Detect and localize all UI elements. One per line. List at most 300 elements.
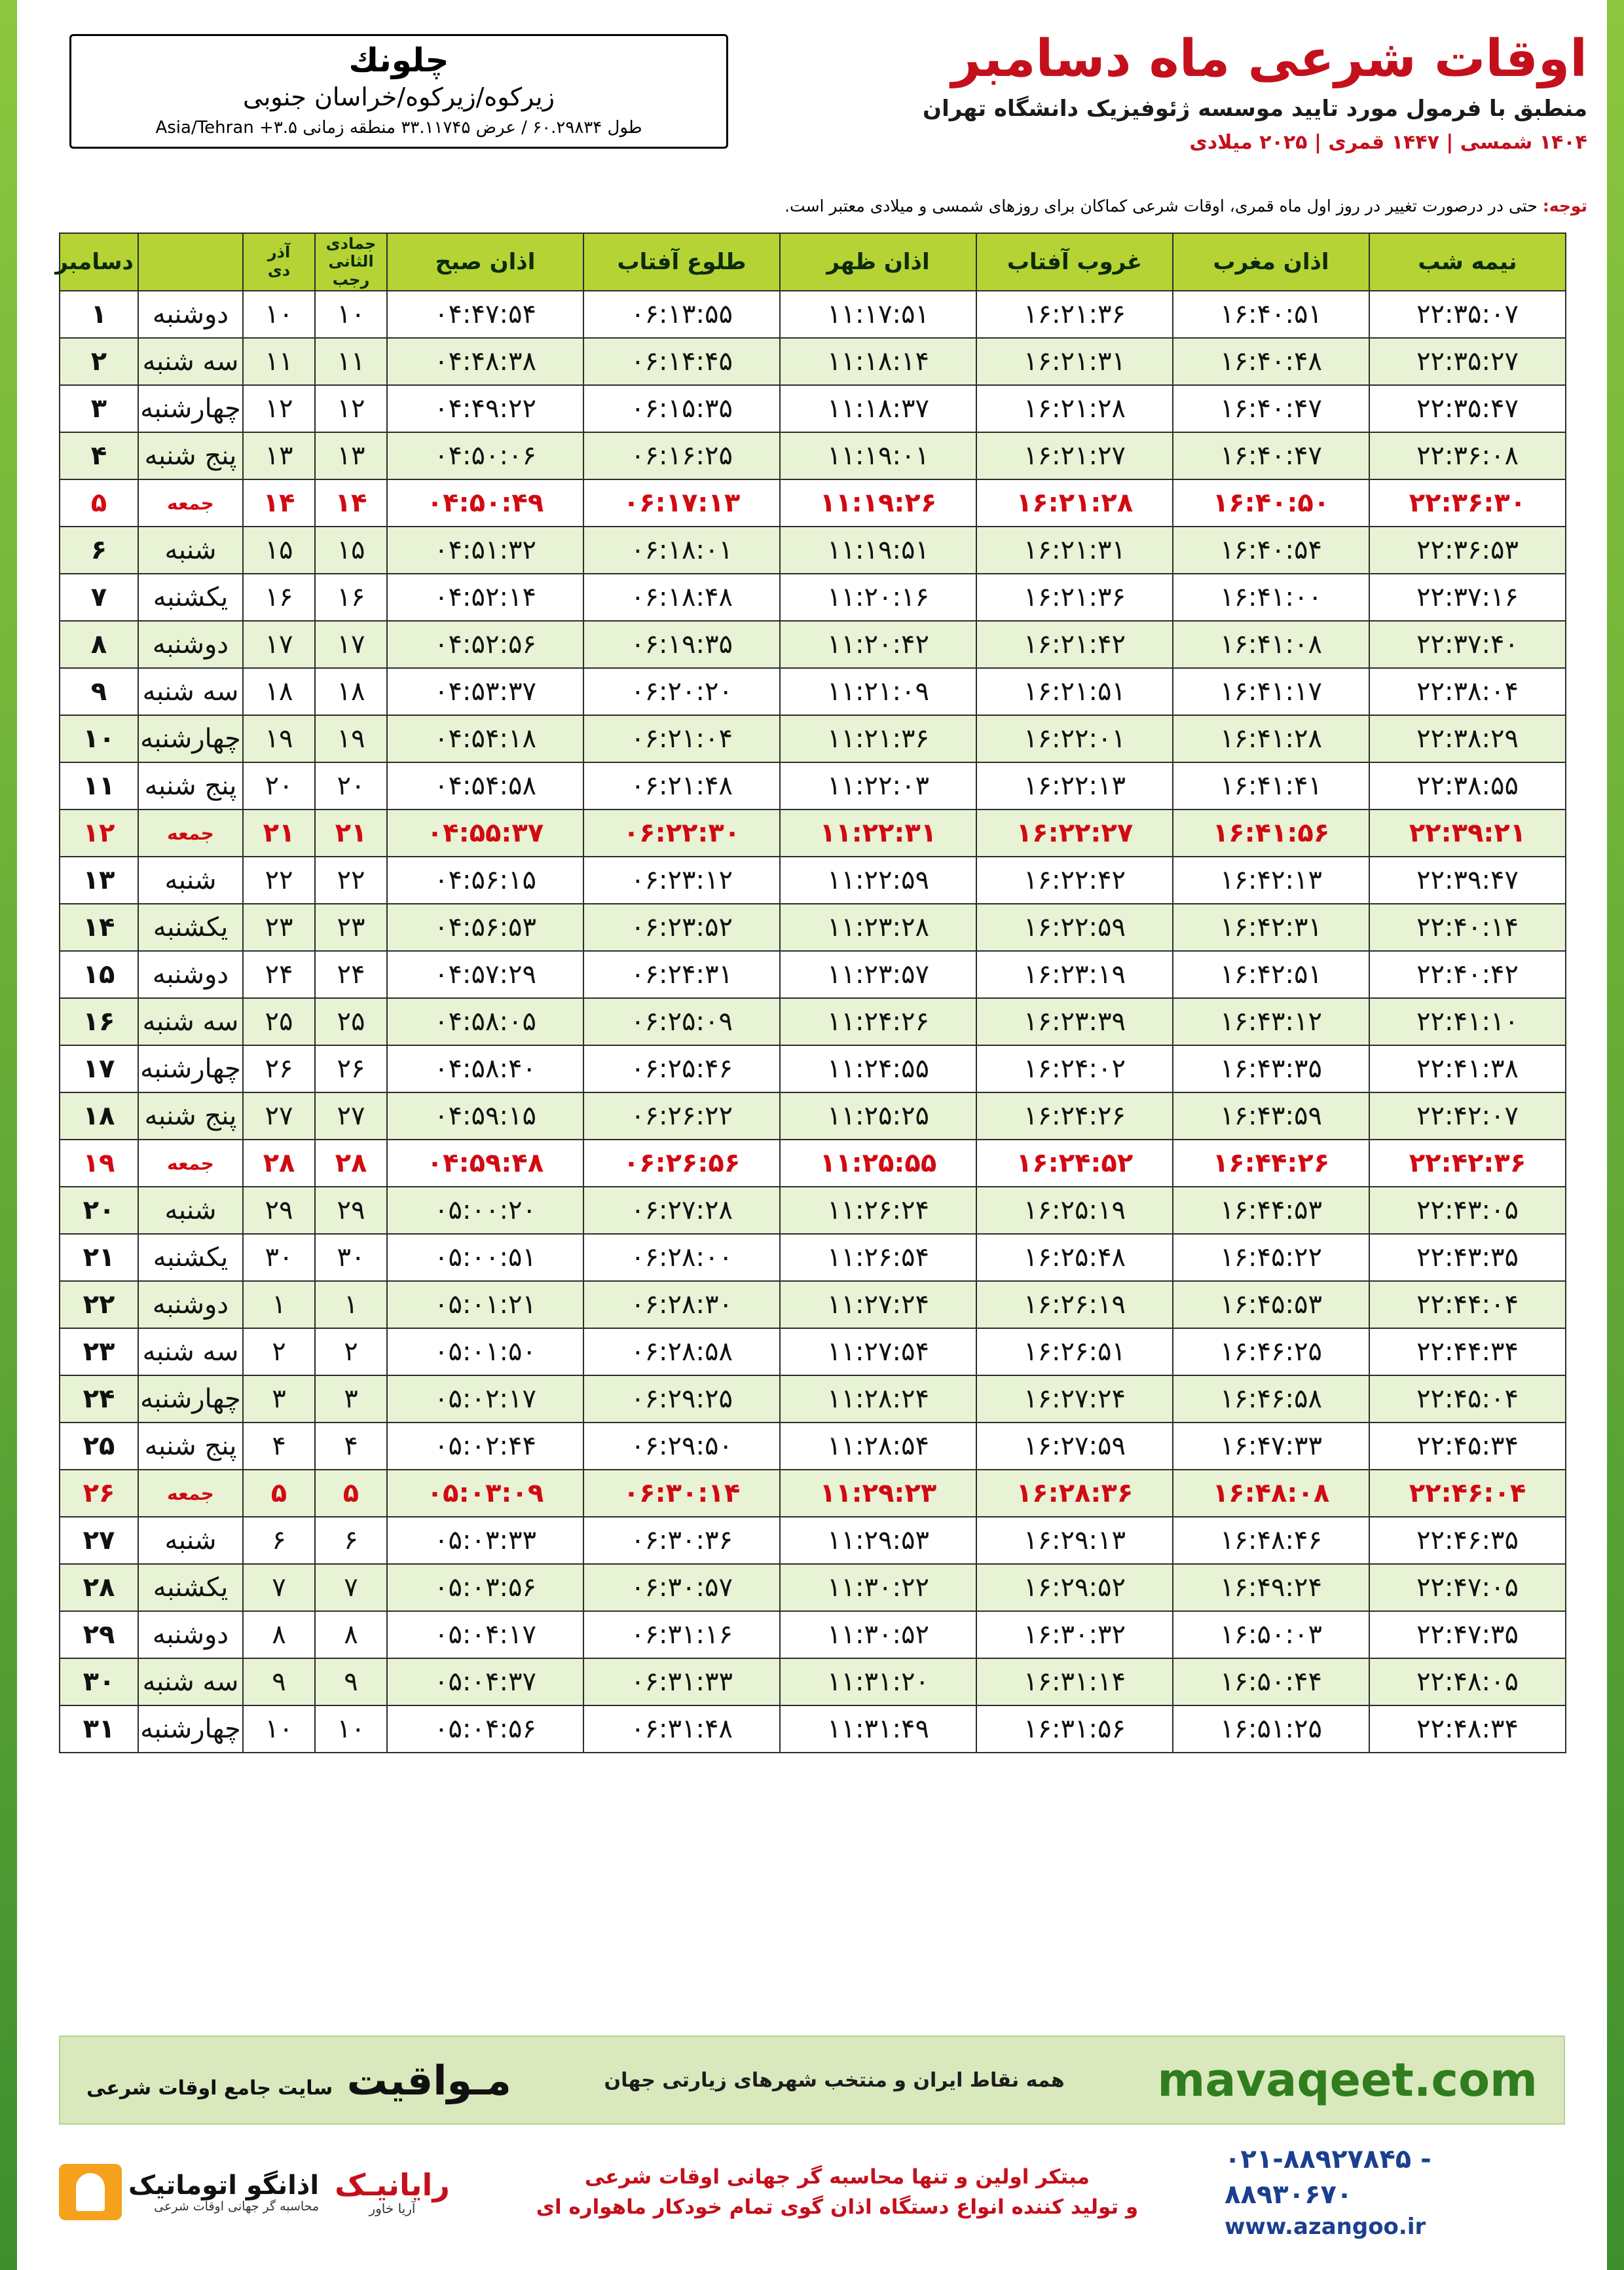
cell-azan-sobh: ۰۵:۰۳:۳۳ bbox=[387, 1517, 583, 1564]
table-row bbox=[60, 809, 1566, 857]
footer-bottom bbox=[59, 2136, 1565, 2248]
hijri-header-top: جمادی الثانی bbox=[325, 234, 377, 271]
title-block bbox=[605, 29, 1587, 154]
cell-ghorub-aftab: ۱۶:۲۳:۱۹ bbox=[976, 951, 1173, 998]
cell-nime-shab: ۲۲:۴۰:۱۴ bbox=[1369, 904, 1566, 951]
cell-azan-sobh: ۰۴:۴۷:۵۴ bbox=[387, 291, 583, 338]
column-header-nime-shab: نیمه شب bbox=[1369, 233, 1566, 291]
cell-azan-zohr: ۱۱:۳۱:۲۰ bbox=[780, 1658, 976, 1705]
cell-nime-shab: ۲۲:۳۶:۰۸ bbox=[1369, 432, 1566, 479]
cell-tolu-aftab: ۰۶:۲۶:۵۶ bbox=[583, 1140, 780, 1187]
footer-tagline bbox=[450, 2162, 1225, 2223]
cell-hijri-date: ۲۳ bbox=[315, 904, 387, 951]
cell-azan-sobh: ۰۴:۵۱:۳۲ bbox=[387, 527, 583, 574]
cell-azan-sobh: ۰۵:۰۲:۴۴ bbox=[387, 1423, 583, 1470]
cell-nime-shab: ۲۲:۴۴:۳۴ bbox=[1369, 1328, 1566, 1375]
cell-december-day: ۳۱ bbox=[60, 1705, 138, 1753]
cell-hijri-date: ۲۹ bbox=[315, 1187, 387, 1234]
rayanik-logo bbox=[335, 2168, 450, 2216]
cell-azan-zohr: ۱۱:۲۸:۲۴ bbox=[780, 1375, 976, 1423]
cell-hijri-date: ۱۰ bbox=[315, 291, 387, 338]
column-header-azan-zohr: اذان ظهر bbox=[780, 233, 976, 291]
cell-weekday: دوشنبه bbox=[138, 1281, 243, 1328]
footer-brand bbox=[86, 2056, 511, 2104]
cell-december-day: ۲۰ bbox=[60, 1187, 138, 1234]
cell-azan-sobh: ۰۴:۵۴:۱۸ bbox=[387, 715, 583, 762]
cell-azan-sobh: ۰۴:۵۰:۰۶ bbox=[387, 432, 583, 479]
cell-shamsi-date: ۱۰ bbox=[243, 291, 315, 338]
cell-nime-shab: ۲۲:۴۱:۱۰ bbox=[1369, 998, 1566, 1045]
column-header-december: دسامبر bbox=[60, 233, 138, 291]
cell-shamsi-date: ۱۱ bbox=[243, 338, 315, 385]
cell-shamsi-date: ۱۶ bbox=[243, 574, 315, 621]
column-header-hijri bbox=[315, 233, 387, 291]
cell-tolu-aftab: ۰۶:۲۰:۲۰ bbox=[583, 668, 780, 715]
footer-middle-text: همه نقاط ایران و منتخب شهرهای زیارتی جهان bbox=[604, 2068, 1065, 2092]
table-body bbox=[60, 291, 1566, 1753]
hijri-header-bottom: رجب bbox=[332, 270, 370, 289]
cell-tolu-aftab: ۰۶:۱۸:۴۸ bbox=[583, 574, 780, 621]
cell-nime-shab: ۲۲:۴۶:۰۴ bbox=[1369, 1470, 1566, 1517]
cell-tolu-aftab: ۰۶:۲۶:۲۲ bbox=[583, 1092, 780, 1140]
cell-azan-sobh: ۰۵:۰۲:۱۷ bbox=[387, 1375, 583, 1423]
cell-weekday: سه شنبه bbox=[138, 338, 243, 385]
cell-ghorub-aftab: ۱۶:۲۶:۱۹ bbox=[976, 1281, 1173, 1328]
cell-nime-shab: ۲۲:۴۸:۰۵ bbox=[1369, 1658, 1566, 1705]
cell-ghorub-aftab: ۱۶:۲۲:۲۷ bbox=[976, 809, 1173, 857]
cell-azan-zohr: ۱۱:۲۱:۳۶ bbox=[780, 715, 976, 762]
cell-shamsi-date: ۷ bbox=[243, 1564, 315, 1611]
table-row bbox=[60, 1658, 1566, 1705]
cell-azan-zohr: ۱۱:۲۰:۱۶ bbox=[780, 574, 976, 621]
table-row bbox=[60, 1140, 1566, 1187]
cell-nime-shab: ۲۲:۳۶:۵۳ bbox=[1369, 527, 1566, 574]
cell-weekday: چهارشنبه bbox=[138, 385, 243, 432]
cell-tolu-aftab: ۰۶:۲۸:۳۰ bbox=[583, 1281, 780, 1328]
footer-tagline-line2: و تولید کننده انواع دستگاه اذان گوی تمام خودکار ماهواره ای bbox=[536, 2195, 1139, 2219]
cell-azan-zohr: ۱۱:۲۷:۵۴ bbox=[780, 1328, 976, 1375]
cell-azan-maghreb: ۱۶:۴۰:۵۴ bbox=[1173, 527, 1369, 574]
cell-ghorub-aftab: ۱۶:۲۱:۵۱ bbox=[976, 668, 1173, 715]
cell-azan-zohr: ۱۱:۲۲:۰۳ bbox=[780, 762, 976, 809]
location-name: چلونك bbox=[348, 41, 449, 79]
cell-shamsi-date: ۱۷ bbox=[243, 621, 315, 668]
cell-tolu-aftab: ۰۶:۲۱:۰۴ bbox=[583, 715, 780, 762]
cell-azan-maghreb: ۱۶:۴۷:۳۳ bbox=[1173, 1423, 1369, 1470]
footer-site-link[interactable]: mavaqeet.com bbox=[1157, 2053, 1538, 2107]
cell-hijri-date: ۱۳ bbox=[315, 432, 387, 479]
cell-december-day: ۱۹ bbox=[60, 1140, 138, 1187]
cell-tolu-aftab: ۰۶:۲۹:۵۰ bbox=[583, 1423, 780, 1470]
footer-logos bbox=[59, 2164, 450, 2220]
cell-azan-zohr: ۱۱:۱۷:۵۱ bbox=[780, 291, 976, 338]
column-header-shamsi bbox=[243, 233, 315, 291]
footer-banner bbox=[59, 2036, 1565, 2125]
table-row bbox=[60, 1705, 1566, 1753]
cell-shamsi-date: ۱۲ bbox=[243, 385, 315, 432]
cell-ghorub-aftab: ۱۶:۳۱:۱۴ bbox=[976, 1658, 1173, 1705]
cell-azan-zohr: ۱۱:۲۹:۵۳ bbox=[780, 1517, 976, 1564]
cell-azan-sobh: ۰۵:۰۴:۱۷ bbox=[387, 1611, 583, 1658]
cell-hijri-date: ۱۶ bbox=[315, 574, 387, 621]
table-row bbox=[60, 1611, 1566, 1658]
cell-hijri-date: ۲۲ bbox=[315, 857, 387, 904]
cell-nime-shab: ۲۲:۴۵:۰۴ bbox=[1369, 1375, 1566, 1423]
cell-weekday: دوشنبه bbox=[138, 1611, 243, 1658]
cell-december-day: ۱۸ bbox=[60, 1092, 138, 1140]
cell-azan-zohr: ۱۱:۲۵:۲۵ bbox=[780, 1092, 976, 1140]
cell-ghorub-aftab: ۱۶:۲۱:۲۷ bbox=[976, 432, 1173, 479]
cell-azan-zohr: ۱۱:۳۱:۴۹ bbox=[780, 1705, 976, 1753]
cell-ghorub-aftab: ۱۶:۲۱:۳۶ bbox=[976, 574, 1173, 621]
cell-azan-sobh: ۰۵:۰۳:۰۹ bbox=[387, 1470, 583, 1517]
cell-shamsi-date: ۱۵ bbox=[243, 527, 315, 574]
page-title: اوقات شرعی ماه دسامبر bbox=[951, 29, 1587, 88]
azangoo-mosque-icon bbox=[59, 2164, 122, 2220]
cell-tolu-aftab: ۰۶:۲۸:۰۰ bbox=[583, 1234, 780, 1281]
cell-tolu-aftab: ۰۶:۲۳:۱۲ bbox=[583, 857, 780, 904]
cell-azan-sobh: ۰۵:۰۱:۲۱ bbox=[387, 1281, 583, 1328]
table-row bbox=[60, 432, 1566, 479]
cell-azan-sobh: ۰۴:۵۸:۴۰ bbox=[387, 1045, 583, 1092]
cell-december-day: ۷ bbox=[60, 574, 138, 621]
cell-hijri-date: ۲۵ bbox=[315, 998, 387, 1045]
cell-nime-shab: ۲۲:۳۷:۱۶ bbox=[1369, 574, 1566, 621]
cell-weekday: چهارشنبه bbox=[138, 1375, 243, 1423]
cell-nime-shab: ۲۲:۳۸:۲۹ bbox=[1369, 715, 1566, 762]
table-row bbox=[60, 1517, 1566, 1564]
table-row bbox=[60, 951, 1566, 998]
cell-shamsi-date: ۳ bbox=[243, 1375, 315, 1423]
cell-shamsi-date: ۱ bbox=[243, 1281, 315, 1328]
cell-weekday: شنبه bbox=[138, 857, 243, 904]
cell-azan-maghreb: ۱۶:۵۱:۲۵ bbox=[1173, 1705, 1369, 1753]
cell-azan-maghreb: ۱۶:۴۱:۵۶ bbox=[1173, 809, 1369, 857]
cell-shamsi-date: ۲۷ bbox=[243, 1092, 315, 1140]
shamsi-header-top: آذر bbox=[267, 243, 291, 262]
cell-azan-zohr: ۱۱:۳۰:۵۲ bbox=[780, 1611, 976, 1658]
column-header-weekday bbox=[138, 233, 243, 291]
cell-ghorub-aftab: ۱۶:۲۱:۳۱ bbox=[976, 527, 1173, 574]
cell-azan-sobh: ۰۴:۵۹:۱۵ bbox=[387, 1092, 583, 1140]
table-row bbox=[60, 998, 1566, 1045]
cell-hijri-date: ۸ bbox=[315, 1611, 387, 1658]
cell-hijri-date: ۱۵ bbox=[315, 527, 387, 574]
cell-azan-zohr: ۱۱:۲۹:۲۳ bbox=[780, 1470, 976, 1517]
cell-azan-zohr: ۱۱:۲۴:۲۶ bbox=[780, 998, 976, 1045]
cell-azan-sobh: ۰۵:۰۴:۵۶ bbox=[387, 1705, 583, 1753]
table-row bbox=[60, 574, 1566, 621]
table-row bbox=[60, 857, 1566, 904]
cell-azan-maghreb: ۱۶:۵۰:۴۴ bbox=[1173, 1658, 1369, 1705]
cell-azan-maghreb: ۱۶:۴۴:۲۶ bbox=[1173, 1140, 1369, 1187]
cell-weekday: پنج شنبه bbox=[138, 1423, 243, 1470]
cell-ghorub-aftab: ۱۶:۲۴:۰۲ bbox=[976, 1045, 1173, 1092]
cell-azan-zohr: ۱۱:۱۹:۲۶ bbox=[780, 479, 976, 527]
cell-ghorub-aftab: ۱۶:۲۱:۳۱ bbox=[976, 338, 1173, 385]
cell-azan-sobh: ۰۴:۵۴:۵۸ bbox=[387, 762, 583, 809]
cell-hijri-date: ۲۴ bbox=[315, 951, 387, 998]
cell-december-day: ۱۱ bbox=[60, 762, 138, 809]
cell-shamsi-date: ۲ bbox=[243, 1328, 315, 1375]
table-row bbox=[60, 668, 1566, 715]
table-row bbox=[60, 1470, 1566, 1517]
cell-december-day: ۱۲ bbox=[60, 809, 138, 857]
cell-hijri-date: ۲۱ bbox=[315, 809, 387, 857]
cell-nime-shab: ۲۲:۳۷:۴۰ bbox=[1369, 621, 1566, 668]
cell-december-day: ۲۲ bbox=[60, 1281, 138, 1328]
cell-azan-zohr: ۱۱:۲۱:۰۹ bbox=[780, 668, 976, 715]
cell-nime-shab: ۲۲:۴۱:۳۸ bbox=[1369, 1045, 1566, 1092]
cell-weekday: چهارشنبه bbox=[138, 715, 243, 762]
location-coordinates: طول ۶۰.۲۹۸۳۴ / عرض ۳۳.۱۱۷۴۵ منطقه زمانی ۳.۵+ Asia/Tehran bbox=[155, 118, 642, 138]
cell-ghorub-aftab: ۱۶:۲۲:۵۹ bbox=[976, 904, 1173, 951]
cell-shamsi-date: ۲۶ bbox=[243, 1045, 315, 1092]
cell-december-day: ۲ bbox=[60, 338, 138, 385]
cell-azan-maghreb: ۱۶:۴۶:۵۸ bbox=[1173, 1375, 1369, 1423]
cell-nime-shab: ۲۲:۴۴:۰۴ bbox=[1369, 1281, 1566, 1328]
cell-nime-shab: ۲۲:۴۶:۳۵ bbox=[1369, 1517, 1566, 1564]
cell-hijri-date: ۹ bbox=[315, 1658, 387, 1705]
cell-tolu-aftab: ۰۶:۳۰:۵۷ bbox=[583, 1564, 780, 1611]
cell-tolu-aftab: ۰۶:۱۴:۴۵ bbox=[583, 338, 780, 385]
cell-tolu-aftab: ۰۶:۲۱:۴۸ bbox=[583, 762, 780, 809]
cell-weekday: شنبه bbox=[138, 1517, 243, 1564]
column-header-ghorub-aftab: غروب آفتاب bbox=[976, 233, 1173, 291]
cell-tolu-aftab: ۰۶:۳۱:۴۸ bbox=[583, 1705, 780, 1753]
cell-nime-shab: ۲۲:۳۸:۰۴ bbox=[1369, 668, 1566, 715]
cell-nime-shab: ۲۲:۴۳:۳۵ bbox=[1369, 1234, 1566, 1281]
cell-tolu-aftab: ۰۶:۲۲:۳۰ bbox=[583, 809, 780, 857]
cell-azan-sobh: ۰۴:۵۶:۵۳ bbox=[387, 904, 583, 951]
cell-ghorub-aftab: ۱۶:۲۳:۳۹ bbox=[976, 998, 1173, 1045]
cell-azan-sobh: ۰۴:۵۸:۰۵ bbox=[387, 998, 583, 1045]
table-row bbox=[60, 385, 1566, 432]
cell-shamsi-date: ۱۰ bbox=[243, 1705, 315, 1753]
cell-nime-shab: ۲۲:۴۲:۳۶ bbox=[1369, 1140, 1566, 1187]
cell-shamsi-date: ۶ bbox=[243, 1517, 315, 1564]
cell-azan-maghreb: ۱۶:۴۳:۳۵ bbox=[1173, 1045, 1369, 1092]
cell-azan-maghreb: ۱۶:۴۰:۴۷ bbox=[1173, 385, 1369, 432]
cell-ghorub-aftab: ۱۶:۲۷:۲۴ bbox=[976, 1375, 1173, 1423]
cell-december-day: ۳ bbox=[60, 385, 138, 432]
cell-tolu-aftab: ۰۶:۲۹:۲۵ bbox=[583, 1375, 780, 1423]
cell-weekday: پنج شنبه bbox=[138, 762, 243, 809]
column-header-azan-sobh: اذان صبح bbox=[387, 233, 583, 291]
cell-hijri-date: ۳ bbox=[315, 1375, 387, 1423]
cell-december-day: ۲۴ bbox=[60, 1375, 138, 1423]
cell-december-day: ۲۳ bbox=[60, 1328, 138, 1375]
table-row bbox=[60, 291, 1566, 338]
cell-december-day: ۱۶ bbox=[60, 998, 138, 1045]
cell-azan-maghreb: ۱۶:۴۲:۱۳ bbox=[1173, 857, 1369, 904]
cell-shamsi-date: ۲۱ bbox=[243, 809, 315, 857]
cell-azan-zohr: ۱۱:۲۲:۵۹ bbox=[780, 857, 976, 904]
cell-azan-maghreb: ۱۶:۴۱:۰۰ bbox=[1173, 574, 1369, 621]
cell-azan-maghreb: ۱۶:۴۱:۴۱ bbox=[1173, 762, 1369, 809]
cell-azan-sobh: ۰۴:۴۸:۳۸ bbox=[387, 338, 583, 385]
cell-hijri-date: ۱۰ bbox=[315, 1705, 387, 1753]
cell-azan-maghreb: ۱۶:۴۱:۱۷ bbox=[1173, 668, 1369, 715]
cell-azan-sobh: ۰۵:۰۴:۳۷ bbox=[387, 1658, 583, 1705]
cell-weekday: سه شنبه bbox=[138, 998, 243, 1045]
cell-shamsi-date: ۱۴ bbox=[243, 479, 315, 527]
cell-azan-zohr: ۱۱:۲۲:۳۱ bbox=[780, 809, 976, 857]
cell-december-day: ۱۰ bbox=[60, 715, 138, 762]
cell-tolu-aftab: ۰۶:۲۵:۴۶ bbox=[583, 1045, 780, 1092]
cell-weekday: جمعه bbox=[138, 1140, 243, 1187]
cell-december-day: ۹ bbox=[60, 668, 138, 715]
footer-website[interactable]: www.azangoo.ir bbox=[1225, 2214, 1426, 2241]
shamsi-header-bottom: دی bbox=[267, 261, 291, 280]
cell-azan-maghreb: ۱۶:۴۵:۵۳ bbox=[1173, 1281, 1369, 1328]
cell-hijri-date: ۲۷ bbox=[315, 1092, 387, 1140]
cell-azan-zohr: ۱۱:۲۶:۲۴ bbox=[780, 1187, 976, 1234]
cell-azan-maghreb: ۱۶:۴۳:۱۲ bbox=[1173, 998, 1369, 1045]
cell-weekday: چهارشنبه bbox=[138, 1705, 243, 1753]
cell-ghorub-aftab: ۱۶:۲۱:۲۸ bbox=[976, 479, 1173, 527]
footer-contact bbox=[1225, 2142, 1565, 2242]
azangoo-logo bbox=[59, 2164, 319, 2220]
table-row bbox=[60, 1092, 1566, 1140]
cell-azan-sobh: ۰۴:۵۶:۱۵ bbox=[387, 857, 583, 904]
cell-tolu-aftab: ۰۶:۳۰:۱۴ bbox=[583, 1470, 780, 1517]
cell-azan-zohr: ۱۱:۱۸:۱۴ bbox=[780, 338, 976, 385]
cell-shamsi-date: ۱۹ bbox=[243, 715, 315, 762]
cell-weekday: پنج شنبه bbox=[138, 432, 243, 479]
decorative-left-edge bbox=[0, 0, 17, 2270]
cell-weekday: دوشنبه bbox=[138, 951, 243, 998]
cell-hijri-date: ۵ bbox=[315, 1470, 387, 1517]
decorative-right-edge bbox=[1607, 0, 1624, 2270]
cell-weekday: یکشنبه bbox=[138, 574, 243, 621]
cell-nime-shab: ۲۲:۴۸:۳۴ bbox=[1369, 1705, 1566, 1753]
cell-ghorub-aftab: ۱۶:۲۵:۱۹ bbox=[976, 1187, 1173, 1234]
cell-azan-maghreb: ۱۶:۴۰:۴۸ bbox=[1173, 338, 1369, 385]
cell-weekday: جمعه bbox=[138, 809, 243, 857]
cell-weekday: یکشنبه bbox=[138, 1234, 243, 1281]
table-row bbox=[60, 338, 1566, 385]
cell-december-day: ۱۵ bbox=[60, 951, 138, 998]
cell-azan-maghreb: ۱۶:۴۰:۵۱ bbox=[1173, 291, 1369, 338]
cell-ghorub-aftab: ۱۶:۳۱:۵۶ bbox=[976, 1705, 1173, 1753]
rayanik-logo-sub: آریا خاور bbox=[369, 2201, 416, 2217]
cell-azan-maghreb: ۱۶:۴۰:۵۰ bbox=[1173, 479, 1369, 527]
cell-azan-sobh: ۰۴:۵۵:۳۷ bbox=[387, 809, 583, 857]
cell-nime-shab: ۲۲:۴۰:۴۲ bbox=[1369, 951, 1566, 998]
cell-ghorub-aftab: ۱۶:۲۲:۰۱ bbox=[976, 715, 1173, 762]
cell-weekday: شنبه bbox=[138, 527, 243, 574]
table-row bbox=[60, 1045, 1566, 1092]
cell-december-day: ۲۵ bbox=[60, 1423, 138, 1470]
page-header bbox=[17, 0, 1607, 216]
cell-hijri-date: ۳۰ bbox=[315, 1234, 387, 1281]
cell-azan-zohr: ۱۱:۲۰:۴۲ bbox=[780, 621, 976, 668]
cell-azan-sobh: ۰۵:۰۱:۵۰ bbox=[387, 1328, 583, 1375]
cell-azan-sobh: ۰۵:۰۰:۵۱ bbox=[387, 1234, 583, 1281]
cell-shamsi-date: ۱۸ bbox=[243, 668, 315, 715]
cell-ghorub-aftab: ۱۶:۲۲:۱۳ bbox=[976, 762, 1173, 809]
cell-ghorub-aftab: ۱۶:۲۱:۳۶ bbox=[976, 291, 1173, 338]
cell-weekday: شنبه bbox=[138, 1187, 243, 1234]
cell-december-day: ۱ bbox=[60, 291, 138, 338]
cell-azan-zohr: ۱۱:۳۰:۲۲ bbox=[780, 1564, 976, 1611]
cell-azan-maghreb: ۱۶:۴۶:۲۵ bbox=[1173, 1328, 1369, 1375]
table-row bbox=[60, 1375, 1566, 1423]
cell-nime-shab: ۲۲:۳۸:۵۵ bbox=[1369, 762, 1566, 809]
location-box bbox=[69, 34, 728, 149]
cell-tolu-aftab: ۰۶:۲۳:۵۲ bbox=[583, 904, 780, 951]
cell-hijri-date: ۱۹ bbox=[315, 715, 387, 762]
page-dates: ۱۴۰۴ شمسی | ۱۴۴۷ قمری | ۲۰۲۵ میلادی bbox=[1189, 130, 1587, 154]
cell-nime-shab: ۲۲:۳۹:۴۷ bbox=[1369, 857, 1566, 904]
cell-ghorub-aftab: ۱۶:۲۴:۵۲ bbox=[976, 1140, 1173, 1187]
cell-weekday: یکشنبه bbox=[138, 1564, 243, 1611]
cell-tolu-aftab: ۰۶:۱۷:۱۳ bbox=[583, 479, 780, 527]
cell-hijri-date: ۱۷ bbox=[315, 621, 387, 668]
cell-nime-shab: ۲۲:۳۹:۲۱ bbox=[1369, 809, 1566, 857]
cell-azan-sobh: ۰۴:۵۲:۵۶ bbox=[387, 621, 583, 668]
table-row bbox=[60, 1564, 1566, 1611]
cell-azan-maghreb: ۱۶:۴۰:۴۷ bbox=[1173, 432, 1369, 479]
footer-brand-name: مـواقیت bbox=[346, 2056, 511, 2104]
footer-phone: ۰۲۱-۸۸۹۲۷۸۴۵ - ۸۸۹۳۰۶۷۰ bbox=[1225, 2144, 1431, 2210]
cell-weekday: دوشنبه bbox=[138, 291, 243, 338]
cell-azan-sobh: ۰۴:۵۹:۴۸ bbox=[387, 1140, 583, 1187]
cell-hijri-date: ۱ bbox=[315, 1281, 387, 1328]
cell-december-day: ۵ bbox=[60, 479, 138, 527]
cell-hijri-date: ۲ bbox=[315, 1328, 387, 1375]
cell-hijri-date: ۶ bbox=[315, 1517, 387, 1564]
cell-nime-shab: ۲۲:۴۲:۰۷ bbox=[1369, 1092, 1566, 1140]
table-row bbox=[60, 1187, 1566, 1234]
cell-weekday: دوشنبه bbox=[138, 621, 243, 668]
table-row bbox=[60, 715, 1566, 762]
cell-azan-sobh: ۰۵:۰۰:۲۰ bbox=[387, 1187, 583, 1234]
cell-shamsi-date: ۵ bbox=[243, 1470, 315, 1517]
cell-shamsi-date: ۳۰ bbox=[243, 1234, 315, 1281]
cell-azan-sobh: ۰۵:۰۳:۵۶ bbox=[387, 1564, 583, 1611]
cell-azan-sobh: ۰۴:۵۷:۲۹ bbox=[387, 951, 583, 998]
cell-azan-zohr: ۱۱:۲۸:۵۴ bbox=[780, 1423, 976, 1470]
cell-weekday: جمعه bbox=[138, 1470, 243, 1517]
note-line bbox=[94, 196, 1587, 215]
table-row bbox=[60, 1423, 1566, 1470]
cell-tolu-aftab: ۰۶:۲۸:۵۸ bbox=[583, 1328, 780, 1375]
cell-tolu-aftab: ۰۶:۱۹:۳۵ bbox=[583, 621, 780, 668]
cell-nime-shab: ۲۲:۴۵:۳۴ bbox=[1369, 1423, 1566, 1470]
cell-tolu-aftab: ۰۶:۱۶:۲۵ bbox=[583, 432, 780, 479]
cell-december-day: ۳۰ bbox=[60, 1658, 138, 1705]
cell-tolu-aftab: ۰۶:۲۴:۳۱ bbox=[583, 951, 780, 998]
cell-azan-zohr: ۱۱:۱۹:۰۱ bbox=[780, 432, 976, 479]
cell-hijri-date: ۴ bbox=[315, 1423, 387, 1470]
cell-tolu-aftab: ۰۶:۳۱:۳۳ bbox=[583, 1658, 780, 1705]
cell-tolu-aftab: ۰۶:۳۰:۳۶ bbox=[583, 1517, 780, 1564]
cell-azan-zohr: ۱۱:۱۸:۳۷ bbox=[780, 385, 976, 432]
cell-weekday: سه شنبه bbox=[138, 1328, 243, 1375]
cell-ghorub-aftab: ۱۶:۲۲:۴۲ bbox=[976, 857, 1173, 904]
cell-ghorub-aftab: ۱۶:۲۵:۴۸ bbox=[976, 1234, 1173, 1281]
cell-azan-maghreb: ۱۶:۴۸:۰۸ bbox=[1173, 1470, 1369, 1517]
cell-azan-maghreb: ۱۶:۵۰:۰۳ bbox=[1173, 1611, 1369, 1658]
cell-azan-maghreb: ۱۶:۴۸:۴۶ bbox=[1173, 1517, 1369, 1564]
cell-weekday: پنج شنبه bbox=[138, 1092, 243, 1140]
note-label: توجه: bbox=[1542, 196, 1587, 215]
cell-shamsi-date: ۲۳ bbox=[243, 904, 315, 951]
cell-december-day: ۲۱ bbox=[60, 1234, 138, 1281]
cell-nime-shab: ۲۲:۳۵:۰۷ bbox=[1369, 291, 1566, 338]
